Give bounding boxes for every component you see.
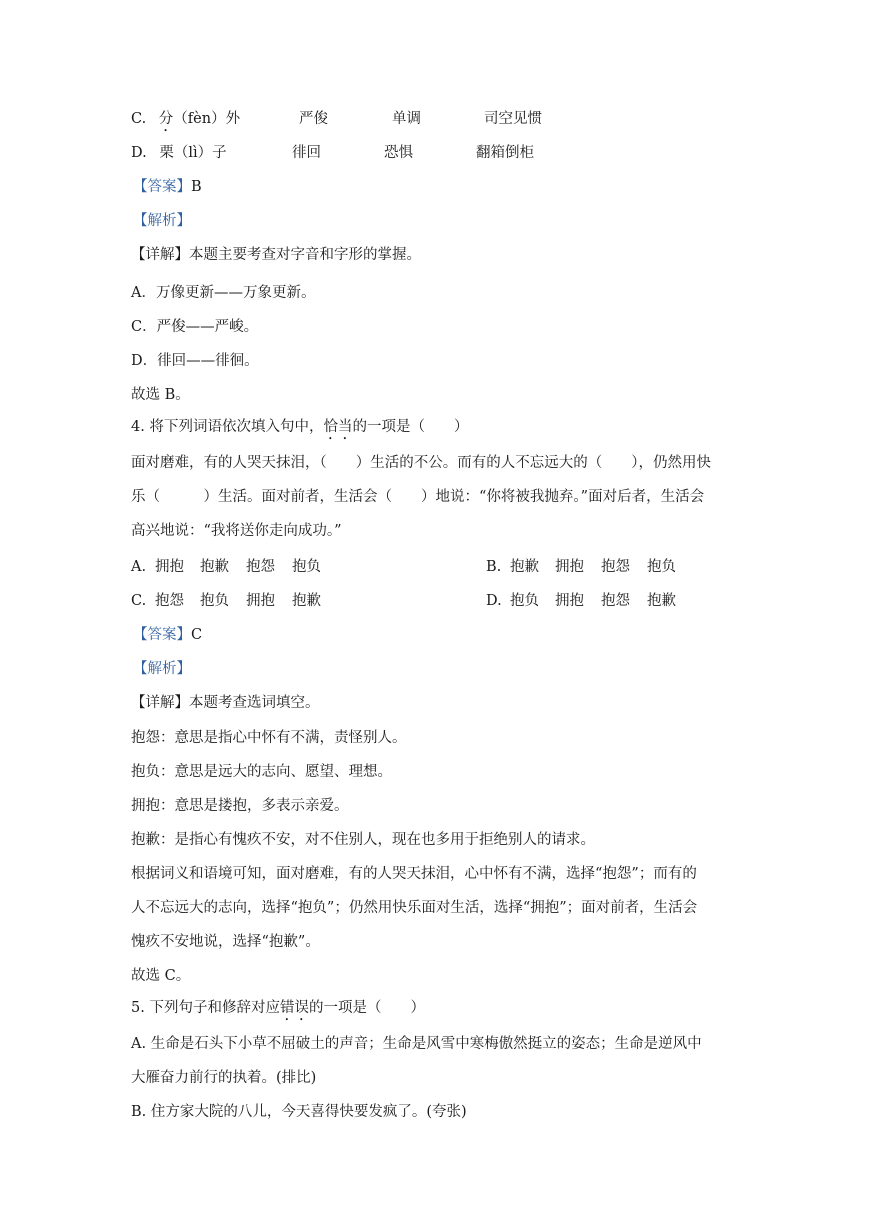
- q4-stem-post: 的一项是（ ）: [352, 419, 469, 435]
- q3-analysis-tag: 【解析】: [133, 213, 191, 229]
- q3-explain-line: D．徘回——徘徊。: [131, 353, 259, 369]
- detail-tag: 【详解】: [131, 695, 189, 711]
- option-word: 拥抱: [555, 593, 584, 609]
- option-word: 抱歉: [510, 559, 539, 575]
- q3-option-c-word3: 单调: [392, 111, 421, 127]
- q3-option-c-pinyin: （fèn）外: [173, 111, 241, 127]
- answer-tag: 【答案】: [133, 179, 191, 195]
- option-word: 抱负: [292, 559, 321, 575]
- q4-conclusion: 故选 C。: [131, 968, 191, 984]
- q5-stem-post: 的一项是（ ）: [308, 1000, 425, 1016]
- q3-option-d-label: D.: [131, 145, 147, 161]
- option-word: 抱怨: [155, 593, 184, 609]
- q3-option-c-char: 分: [158, 111, 174, 127]
- q3-detail: [131, 245, 421, 265]
- q3-conclusion: 故选 B。: [131, 387, 190, 403]
- q4-definition: 抱负：意思是远大的志向、愿望、理想。: [131, 764, 392, 780]
- option-label: D.: [486, 593, 502, 609]
- q4-option-b: [486, 557, 676, 577]
- option-word: 抱负: [647, 559, 676, 575]
- q3-option-c: [131, 109, 542, 135]
- option-word: 抱怨: [601, 559, 630, 575]
- option-word: 拥抱: [155, 559, 184, 575]
- q4-passage-line: 面对磨难，有的人哭天抹泪，（ ）生活的不公。而有的人不忘远大的（ ），仍然用快: [131, 455, 711, 471]
- option-word: 拥抱: [246, 593, 275, 609]
- q3-option-d-word2: 徘回: [292, 145, 321, 161]
- q5-option-a-line: A. 生命是石头下小草不屈破土的声音；生命是风雪中寒梅傲然挺立的姿态；生命是逆风中: [131, 1036, 702, 1052]
- option-word: 抱歉: [647, 593, 676, 609]
- q4-reason-line: 愧疚不安地说，选择“抱歉”。: [131, 934, 320, 950]
- option-word: 抱怨: [246, 559, 275, 575]
- answer-value: B: [191, 179, 202, 195]
- q5-option-b: B. 住方家大院的八儿，今天喜得快要发疯了。(夸张): [131, 1104, 467, 1120]
- q3-option-c-word2: 严俊: [299, 111, 328, 127]
- option-label: B.: [486, 559, 502, 575]
- q4-analysis-tag: 【解析】: [133, 661, 191, 677]
- q3-option-c-label: C.: [131, 111, 147, 127]
- q3-explain-line: C．严俊——严峻。: [131, 319, 259, 335]
- detail-text: 本题主要考查对字音和字形的掌握。: [189, 247, 421, 263]
- detail-tag: 【详解】: [131, 247, 189, 263]
- q4-detail: [131, 693, 320, 713]
- q4-answer: [133, 625, 202, 645]
- q3-answer: [133, 177, 202, 197]
- q4-reason-line: 人不忘远大的志向，选择“抱负”；仍然用快乐面对生活，选择“拥抱”；面对前者，生活会: [131, 900, 698, 916]
- q4-option-c: [131, 591, 321, 611]
- q4-definition: 抱怨：意思是指心中怀有不满，责怪别人。: [131, 730, 407, 746]
- answer-value: C: [191, 627, 203, 643]
- q5-stem-emphasis: 错误: [279, 1000, 309, 1016]
- q3-option-c-word4: 司空见惯: [484, 111, 542, 127]
- q4-definition: 抱歉：是指心有愧疚不安，对不住别人，现在也多用于拒绝别人的请求。: [131, 832, 595, 848]
- option-label: A.: [131, 559, 147, 575]
- option-word: 抱怨: [601, 593, 630, 609]
- q3-option-d-char: 栗: [159, 145, 174, 161]
- q3-explain-line: A．万像更新——万象更新。: [131, 285, 316, 301]
- q3-option-d: [131, 143, 534, 163]
- q4-stem: [131, 417, 468, 443]
- q5-stem: [131, 998, 425, 1024]
- q4-definition: 拥抱：意思是搂抱，多表示亲爱。: [131, 798, 349, 814]
- q5-stem-pre: 5. 下列句子和修辞对应: [131, 1000, 280, 1016]
- q4-option-a: [131, 557, 321, 577]
- q4-reason-line: 根据词义和语境可知，面对磨难，有的人哭天抹泪，心中怀有不满，选择“抱怨”；而有的: [131, 866, 697, 882]
- option-word: 抱负: [510, 593, 539, 609]
- q4-passage-line: 高兴地说：“我将送你走向成功。”: [131, 523, 342, 539]
- detail-text: 本题考查选词填空。: [189, 695, 320, 711]
- q4-stem-pre: 4. 将下列词语依次填入句中，: [131, 419, 324, 435]
- answer-tag: 【答案】: [133, 627, 191, 643]
- q3-option-d-pinyin: （lì）子: [173, 145, 227, 161]
- option-word: 抱歉: [292, 593, 321, 609]
- q3-option-d-word4: 翻箱倒柜: [476, 145, 534, 161]
- q3-option-d-word3: 恐惧: [384, 145, 413, 161]
- q4-passage-line: 乐（ ）生活。面对前者，生活会（ ）地说：“你将被我抛弃。”面对后者，生活会: [131, 489, 705, 505]
- option-label: C.: [131, 593, 147, 609]
- q4-stem-emphasis: 恰当: [323, 419, 353, 435]
- option-word: 抱负: [200, 593, 229, 609]
- option-word: 拥抱: [555, 559, 584, 575]
- q4-option-d: [486, 591, 676, 611]
- option-word: 抱歉: [200, 559, 229, 575]
- q5-option-a-line: 大雁奋力前行的执着。(排比): [131, 1070, 317, 1086]
